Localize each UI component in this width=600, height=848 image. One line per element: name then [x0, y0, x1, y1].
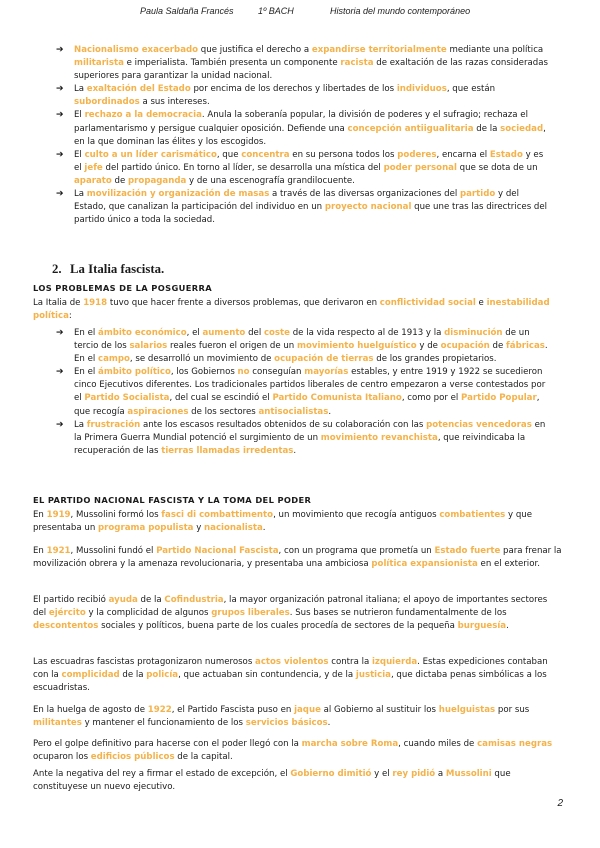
highlighted-term: campo — [98, 354, 130, 365]
highlighted-term: militarista — [74, 58, 124, 69]
pnf-paragraph: En 1921, Mussolini fundó el Partido Nacional Fascista, con un programa que prometía un Estado fuerte para frenar la movilización obrera y la amenaza revolucionaria, y presentaba una ambiciosa política expansionista en el exterior. — [33, 546, 562, 570]
highlighted-term: Nacionalismo exacerbado — [74, 45, 199, 55]
highlighted-term: complicidad — [61, 670, 120, 681]
section-title — [52, 262, 164, 277]
highlighted-term: fábricas — [506, 341, 545, 352]
highlighted-term: ocupación — [440, 341, 490, 352]
section-number: 2. — [52, 262, 62, 276]
highlighted-term: ocupación de tierras — [274, 354, 374, 365]
list-item — [52, 83, 552, 109]
highlighted-term: proyecto nacional — [324, 202, 412, 213]
page-number: 2 — [557, 798, 563, 809]
highlighted-term: disminución — [444, 328, 503, 338]
highlighted-term: concepción antiigualitaria — [347, 123, 474, 134]
highlighted-term: Gobierno dimitió — [290, 769, 372, 779]
arrow-right-icon: ➔ — [56, 84, 64, 95]
list-item-text: En el ámbito político, los Gobiernos no conseguían mayorías estables, y entre 1919 y 1922 se sucedieron cinco Ejecutivos diferentes. Los tradicionales partidos liberales de centro empezaron a verse contestados por el Partido Socialista, del cual se escindió el Partido Comunista Italiano, como por el Partido Popular, que recogía aspiraciones de los sectores antisocialistas. — [74, 367, 546, 417]
pnf-paragraph: Ante la negativa del rey a firmar el estado de excepción, el Gobierno dimitió y el rey pidió a Mussolini que constituyese un nuevo ejecutivo. — [33, 769, 511, 793]
highlighted-term: coste — [263, 328, 290, 338]
highlighted-term: aspiraciones — [127, 406, 189, 417]
highlighted-term: sociedad — [500, 123, 544, 134]
highlighted-term: concentra — [241, 149, 290, 160]
highlighted-term: Partido Popular — [461, 393, 537, 404]
highlighted-term: ejército — [48, 608, 86, 619]
pnf-paragraph: En la huelga de agosto de 1922, el Partido Fascista puso en jaque al Gobierno al sustituir los huelguistas por sus militantes y mantener el funcionamiento de los servicios básicos. — [33, 705, 530, 729]
highlighted-term: justicia — [355, 670, 391, 681]
highlighted-term: combatientes — [439, 510, 506, 520]
highlighted-term: burguesía — [457, 621, 507, 632]
highlighted-term: nacionalista — [204, 523, 263, 534]
highlighted-term: exaltación del Estado — [86, 84, 191, 95]
highlighted-term: Cofindustria — [164, 595, 224, 605]
highlighted-term: política expansionista — [371, 559, 478, 570]
highlighted-term: huelguistas — [438, 705, 496, 715]
highlighted-term: 1919 — [46, 510, 71, 520]
highlighted-term: grupos liberales — [211, 608, 290, 619]
pnf-paragraph: Las escuadras fascistas protagonizaron numerosos actos violentos contra la izquierda. Estas expediciones contaban con la complicidad de la policía, que actuaban sin contundencia, y de la justicia, que dictaba penas simbólicas a los escuadristas. — [33, 657, 548, 694]
highlighted-term: 1921 — [46, 546, 71, 556]
highlighted-term: Estado — [489, 149, 523, 160]
highlighted-term: aparato — [74, 175, 112, 186]
highlighted-term: conflictividad social — [379, 298, 476, 308]
arrow-right-icon: ➔ — [56, 110, 64, 121]
list-item — [52, 149, 552, 188]
highlighted-term: movimiento huelguístico — [296, 341, 417, 352]
highlighted-term: tierras llamadas irredentas — [161, 445, 294, 456]
highlighted-term: poderes — [397, 149, 437, 160]
highlighted-term: propaganda — [128, 175, 187, 186]
list-item-text: El rechazo a la democracia. Anula la soberanía popular, la división de poderes y el sufragio; rechaza el parlamentarismo y persigue cualquier oposición. Defiende una concepción antiigualitaria de la sociedad, en la que dominan las élites y los escogidos. — [74, 110, 546, 147]
highlighted-term: rey pidió — [392, 769, 436, 779]
highlighted-term: racista — [340, 58, 374, 69]
highlighted-term: individuos — [396, 84, 447, 95]
list-item-text: La movilización y organización de masas a través de las diversas organizaciones del partido y del Estado, que canalizan la participación del individuo en un proyecto nacional que une tras las directrices del partido único a toda la sociedad. — [74, 189, 548, 226]
list-item — [52, 366, 552, 418]
highlighted-term: Partido Socialista — [84, 393, 170, 404]
list-item — [52, 188, 552, 227]
subheading-posguerra: LOS PROBLEMAS DE LA POSGUERRA — [33, 283, 212, 293]
highlighted-term: ayuda — [108, 595, 138, 605]
arrow-right-icon: ➔ — [56, 328, 64, 338]
pnf-paragraph: El partido recibió ayuda de la Cofindustria, la mayor organización patronal italiana; el apoyo de importantes sectores del ejército y la complicidad de algunos grupos liberales. Sus bases se nutrieron fundamentalmente de los descontentos sociales y políticos, buena parte de los cuales procedía de sectores de la pequeña burguesía. — [33, 595, 548, 632]
highlighted-term: frustración — [86, 419, 141, 430]
arrow-right-icon: ➔ — [56, 149, 64, 160]
highlighted-term: programa populista — [98, 523, 194, 534]
highlighted-term: Partido Comunista Italiano — [272, 393, 402, 404]
arrow-right-icon: ➔ — [56, 419, 64, 430]
highlighted-term: aumento — [202, 328, 246, 338]
highlighted-term: antisocialistas — [258, 406, 329, 417]
posguerra-problems-list — [52, 327, 552, 458]
highlighted-term: salarios — [129, 341, 168, 352]
list-item-text: El culto a un líder carismático, que concentra en su persona todos los poderes, encarna el Estado y es el jefe del partido único. En torno al líder, se desarrolla una mística del poder personal que se dota de un aparato de propaganda y de una escenografía grandilocuente. — [74, 149, 544, 186]
highlighted-term: movilización y organización de masas — [86, 189, 270, 200]
list-item-text: La frustración ante los escasos resultados obtenidos de su colaboración con las potencias vencedoras en la Primera Guerra Mundial potenció el surgimiento de un movimiento revanchista, que reivindicaba la recuperación de las tierras llamadas irredentas. — [74, 419, 546, 456]
list-item — [52, 327, 552, 366]
highlighted-term: descontentos — [33, 621, 99, 632]
highlighted-term: servicios básicos — [245, 718, 328, 729]
arrow-right-icon: ➔ — [56, 367, 64, 378]
highlighted-term: policía — [146, 670, 179, 681]
highlighted-term: fasci di combattimento — [161, 510, 274, 520]
arrow-right-icon: ➔ — [56, 45, 64, 55]
highlighted-term: edificios públicos — [90, 752, 175, 763]
highlighted-term: no — [237, 367, 250, 378]
subheading-pnf: EL PARTIDO NACIONAL FASCISTA Y LA TOMA DEL PODER — [33, 495, 312, 505]
highlighted-term: mayorías — [304, 367, 349, 378]
list-item — [52, 419, 552, 458]
highlighted-term: marcha sobre Roma — [301, 739, 399, 749]
list-item-text: Nacionalismo exacerbado que justifica el derecho a expandirse territorialmente mediante una política militarista e imperialista. También presenta un componente racista de exaltación de las razas consideradas superiores para garantizar la unidad nacional. — [74, 45, 548, 82]
section-title-text: La Italia fascista. — [70, 262, 165, 276]
highlighted-term: Estado fuerte — [434, 546, 501, 556]
arrow-right-icon: ➔ — [56, 189, 64, 200]
highlighted-term: Mussolini — [445, 769, 492, 779]
highlighted-term: Partido Nacional Fascista — [156, 546, 279, 556]
highlighted-term: ámbito económico — [98, 328, 187, 338]
list-item — [52, 109, 552, 148]
highlighted-term: militantes — [33, 718, 82, 729]
highlighted-term: 1918 — [83, 298, 108, 308]
highlighted-term: actos violentos — [255, 657, 329, 667]
highlighted-term: rechazo a la democracia — [84, 110, 202, 121]
list-item-text: La exaltación del Estado por encima de los derechos y libertades de los individuos, que están subordinados a sus intereses. — [74, 84, 496, 108]
highlighted-term: camisas negras — [477, 739, 553, 749]
highlighted-term: jefe — [84, 162, 103, 173]
highlighted-term: subordinados — [74, 97, 140, 108]
highlighted-term: jaque — [294, 705, 321, 715]
highlighted-term: movimiento revanchista — [320, 432, 438, 443]
highlighted-term: expandirse territorialmente — [311, 45, 447, 55]
list-item — [52, 44, 552, 83]
header-author: Paula Saldaña Francés — [140, 6, 234, 16]
highlighted-term: 1922 — [147, 705, 172, 715]
highlighted-term: potencias vencedoras — [426, 419, 532, 430]
highlighted-term: culto a un líder carismático — [84, 149, 217, 160]
highlighted-term: inestabilidad política — [33, 298, 550, 322]
pnf-paragraph: En 1919, Mussolini formó los fasci di combattimento, un movimiento que recogía antiguos combatientes y que presentaba un programa populista y nacionalista. — [33, 510, 533, 534]
pnf-paragraph: Pero el golpe definitivo para hacerse con el poder llegó con la marcha sobre Roma, cuando miles de camisas negras ocuparon los edificios públicos de la capital. — [33, 739, 553, 763]
highlighted-term: izquierda — [371, 657, 418, 667]
page-header — [0, 6, 600, 20]
highlighted-term: poder personal — [383, 162, 457, 173]
highlighted-term: ámbito político — [98, 367, 171, 378]
list-item-text: En el ámbito económico, el aumento del coste de la vida respecto al de 1913 y la disminución de un tercio de los salarios reales fueron el origen de un movimiento huelguístico y de ocupación de fábricas. En el campo, se desarrolló un movimiento de ocupación de tierras de los grandes propietarios. — [74, 328, 548, 365]
fascism-traits-list — [52, 44, 552, 227]
posguerra-intro: La Italia de 1918 tuvo que hacer frente a diversos problemas, que derivaron en conflictividad social e inestabilidad política: — [33, 298, 550, 322]
highlighted-term: partido — [459, 189, 496, 200]
header-course: 1º BACH — [258, 6, 294, 16]
header-subject: Historia del mundo contemporáneo — [330, 6, 471, 16]
